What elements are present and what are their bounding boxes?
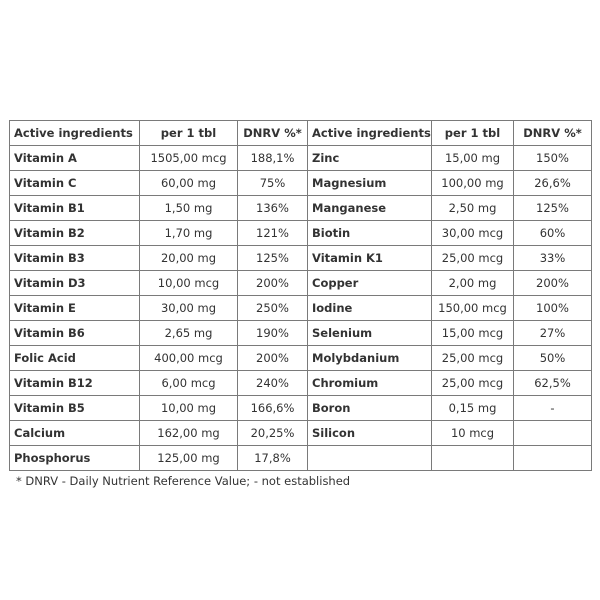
table-row [10,321,592,346]
ingredient-name: Vitamin B2 [10,221,140,246]
table-row [10,346,592,371]
amount-per-tablet: 1,70 mg [140,221,238,246]
amount-per-tablet: 100,00 mg [432,171,514,196]
dnrv-percent: 26,6% [514,171,592,196]
amount-per-tablet: 1505,00 mcg [140,146,238,171]
dnrv-percent: 27% [514,321,592,346]
footnote: * DNRV - Daily Nutrient Reference Value; - not established [16,474,351,488]
dnrv-percent: 136% [238,196,308,221]
ingredient-name: Vitamin A [10,146,140,171]
dnrv-percent: 150% [514,146,592,171]
ingredient-name: Vitamin B12 [10,371,140,396]
table-row [10,396,592,421]
amount-per-tablet: 10 mcg [432,421,514,446]
amount-per-tablet: 25,00 mcg [432,246,514,271]
dnrv-percent: 60% [514,221,592,246]
header-per-tablet-right: per 1 tbl [432,121,514,146]
dnrv-percent: 188,1% [238,146,308,171]
amount-per-tablet: 2,50 mg [432,196,514,221]
amount-per-tablet: 2,65 mg [140,321,238,346]
ingredient-name: Calcium [10,421,140,446]
amount-per-tablet: 150,00 mcg [432,296,514,321]
ingredient-name: Chromium [308,371,432,396]
ingredient-name: Molybdanium [308,346,432,371]
table-row [10,221,592,246]
ingredient-name: Vitamin E [10,296,140,321]
amount-per-tablet: 15,00 mcg [432,321,514,346]
amount-per-tablet: 30,00 mg [140,296,238,321]
dnrv-percent: 50% [514,346,592,371]
ingredient-name: Magnesium [308,171,432,196]
header-per-tablet-left: per 1 tbl [140,121,238,146]
ingredient-name: Vitamin B1 [10,196,140,221]
ingredient-name: Manganese [308,196,432,221]
table-row [10,146,592,171]
dnrv-percent: - [514,396,592,421]
dnrv-percent: 240% [238,371,308,396]
ingredient-name: Vitamin K1 [308,246,432,271]
ingredient-name: Vitamin C [10,171,140,196]
amount-per-tablet: 400,00 mcg [140,346,238,371]
table-header-row [10,121,592,146]
dnrv-percent: 200% [238,346,308,371]
ingredient-name: Vitamin B5 [10,396,140,421]
dnrv-percent: 125% [514,196,592,221]
dnrv-percent: 250% [238,296,308,321]
nutrient-table-wrapper [9,120,591,471]
table-row [10,271,592,296]
dnrv-percent: 20,25% [238,421,308,446]
table-row [10,421,592,446]
table-body [10,146,592,471]
dnrv-percent: 100% [514,296,592,321]
amount-per-tablet: 162,00 mg [140,421,238,446]
table-row [10,246,592,271]
ingredient-name: Vitamin B3 [10,246,140,271]
amount-per-tablet: 1,50 mg [140,196,238,221]
dnrv-percent: 62,5% [514,371,592,396]
ingredient-name: Zinc [308,146,432,171]
dnrv-percent: 121% [238,221,308,246]
table-row [10,371,592,396]
dnrv-percent: 200% [514,271,592,296]
table-row [10,196,592,221]
dnrv-percent [514,446,592,471]
ingredient-name: Vitamin B6 [10,321,140,346]
table-row [10,446,592,471]
header-active-ingredients-right: Active ingredients [308,121,432,146]
dnrv-percent: 200% [238,271,308,296]
header-dnrv-right: DNRV %* [514,121,592,146]
table-row [10,171,592,196]
amount-per-tablet: 15,00 mg [432,146,514,171]
ingredient-name: Boron [308,396,432,421]
ingredient-name: Folic Acid [10,346,140,371]
dnrv-percent: 17,8% [238,446,308,471]
amount-per-tablet: 2,00 mg [432,271,514,296]
dnrv-percent: 75% [238,171,308,196]
amount-per-tablet: 20,00 mg [140,246,238,271]
amount-per-tablet: 6,00 mcg [140,371,238,396]
dnrv-percent: 33% [514,246,592,271]
amount-per-tablet: 125,00 mg [140,446,238,471]
amount-per-tablet: 25,00 mcg [432,346,514,371]
header-active-ingredients-left: Active ingredients [10,121,140,146]
ingredient-name: Selenium [308,321,432,346]
dnrv-percent [514,421,592,446]
dnrv-percent: 125% [238,246,308,271]
amount-per-tablet: 10,00 mg [140,396,238,421]
amount-per-tablet [432,446,514,471]
amount-per-tablet: 25,00 mcg [432,371,514,396]
nutrient-table [9,120,592,471]
ingredient-name [308,446,432,471]
ingredient-name: Vitamin D3 [10,271,140,296]
amount-per-tablet: 60,00 mg [140,171,238,196]
ingredient-name: Silicon [308,421,432,446]
ingredient-name: Iodine [308,296,432,321]
table-row [10,296,592,321]
dnrv-percent: 166,6% [238,396,308,421]
amount-per-tablet: 10,00 mcg [140,271,238,296]
dnrv-percent: 190% [238,321,308,346]
ingredient-name: Copper [308,271,432,296]
amount-per-tablet: 0,15 mg [432,396,514,421]
header-dnrv-left: DNRV %* [238,121,308,146]
ingredient-name: Phosphorus [10,446,140,471]
amount-per-tablet: 30,00 mcg [432,221,514,246]
ingredient-name: Biotin [308,221,432,246]
